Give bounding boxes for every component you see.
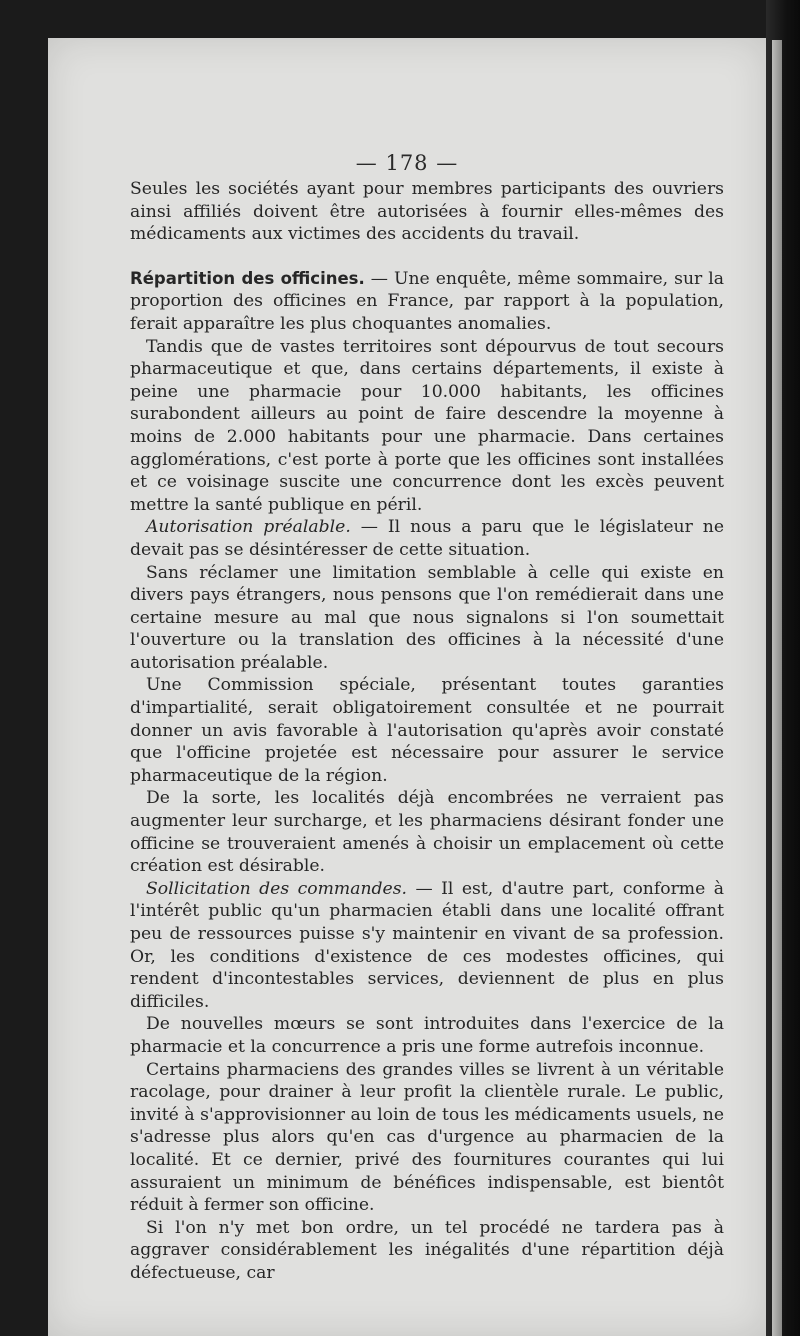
- paragraph-intro: [130, 178, 724, 246]
- subsection-title: Sollicitation des commandes.: [146, 878, 407, 899]
- paragraph-text: — Il est, d'autre part, conforme à l'intérêt public qu'un pharmacien établi dans une localité offrant peu de ressources puisse s'y maintenir en vivant de sa profession. Or, les conditions d'existence de ces modestes officines, qui rendent d'incontestables services, deviennent de plus en plus difficiles.: [130, 878, 724, 1012]
- paragraph-autorisation: [130, 516, 724, 561]
- paragraph-commission: [130, 674, 724, 787]
- page-body: [130, 178, 724, 1285]
- paragraph-text: Certains pharmaciens des grandes villes se livrent à un véritable racolage, pour drainer à leur profit la clientèle rurale. Le public, invité à s'approvisionner au loin de tous les médicaments usuels, ne s'adresse plus alors qu'en cas d'urgence au pharmacien de la localité. Et ce dernier, privé des fournitures courantes qui lui assuraient un minimum de bénéfices indispensable, est bientôt réduit à fermer son officine.: [130, 1059, 724, 1216]
- paragraph-sollicitation: [130, 878, 724, 1014]
- paragraph-text: Une Commission spéciale, présentant toutes garanties d'impartialité, serait obligatoirement consultée et ne pourrait donner un avis favorable à l'autorisation qu'après avoir constaté que l'officine projetée est nécessaire pour assurer le service pharmaceutique de la région.: [130, 675, 724, 786]
- paragraph-ordre: [130, 1217, 724, 1285]
- paragraph-text: De nouvelles mœurs se sont introduites dans l'exercice de la pharmacie et la concurrence a pris une forme autrefois inconnue.: [130, 1014, 724, 1057]
- paragraph-text: De la sorte, les localités déjà encombrées ne verraient pas augmenter leur surcharge, et les pharmaciens désirant fonder une officine se trouveraient amenés à choisir un emplacement où cette création est désirable.: [130, 788, 724, 877]
- paragraph-text: Si l'on n'y met bon ordre, un tel procédé ne tardera pas à aggraver considérablement les inégalités d'une répartition déjà défectueuse, car: [130, 1217, 724, 1283]
- paragraph-text: Sans réclamer une limitation semblable à celle qui existe en divers pays étrangers, nous pensons que l'on remédierait dans une certaine mesure au mal que nous signalons si l'on soumettait l'ouverture ou la translation des officines à la nécessité d'une autorisation préalable.: [130, 562, 724, 673]
- page-number: — 178 —: [355, 151, 459, 175]
- paragraph-text: — Une enquête, même sommaire, sur la proportion des officines en France, par rapport à la population, ferait apparaître les plus choquantes anomalies.: [130, 268, 724, 334]
- paragraph-text: — Il nous a paru que le législateur ne devait pas se désintéresser de cette situation.: [130, 517, 724, 560]
- paragraph-racolage: [130, 1059, 724, 1217]
- paragraph-territoires: [130, 336, 724, 517]
- paragraph-text: Tandis que de vastes territoires sont dépourvus de tout secours pharmaceutique et que, dans certains départements, il existe à peine une pharmacie pour 10.000 habitants, les officines surabondent ailleurs au point de faire descendre la moyenne à moins de 2.000 habitants pour une pharmacie. Dans certaines agglomérations, c'est porte à porte que les officines sont installées et ce voisinage suscite une concurrence dont les excès peuvent mettre la santé publique en péril.: [130, 336, 724, 515]
- paragraph-repartition: [130, 268, 724, 336]
- paragraph-sorte: [130, 787, 724, 877]
- paragraph-moeurs: [130, 1013, 724, 1058]
- section-gap: [130, 246, 724, 268]
- paragraph-text: Seules les sociétés ayant pour membres participants des ouvriers ainsi affiliés doivent être autorisées à fournir elles-mêmes des médicaments aux victimes des accidents du travail.: [130, 179, 724, 245]
- subsection-title: Autorisation préalable.: [146, 517, 351, 538]
- book-page: [48, 38, 766, 1336]
- section-heading: Répartition des officines.: [130, 268, 365, 288]
- next-page-edge: [772, 40, 782, 1336]
- paragraph-limitation: [130, 562, 724, 675]
